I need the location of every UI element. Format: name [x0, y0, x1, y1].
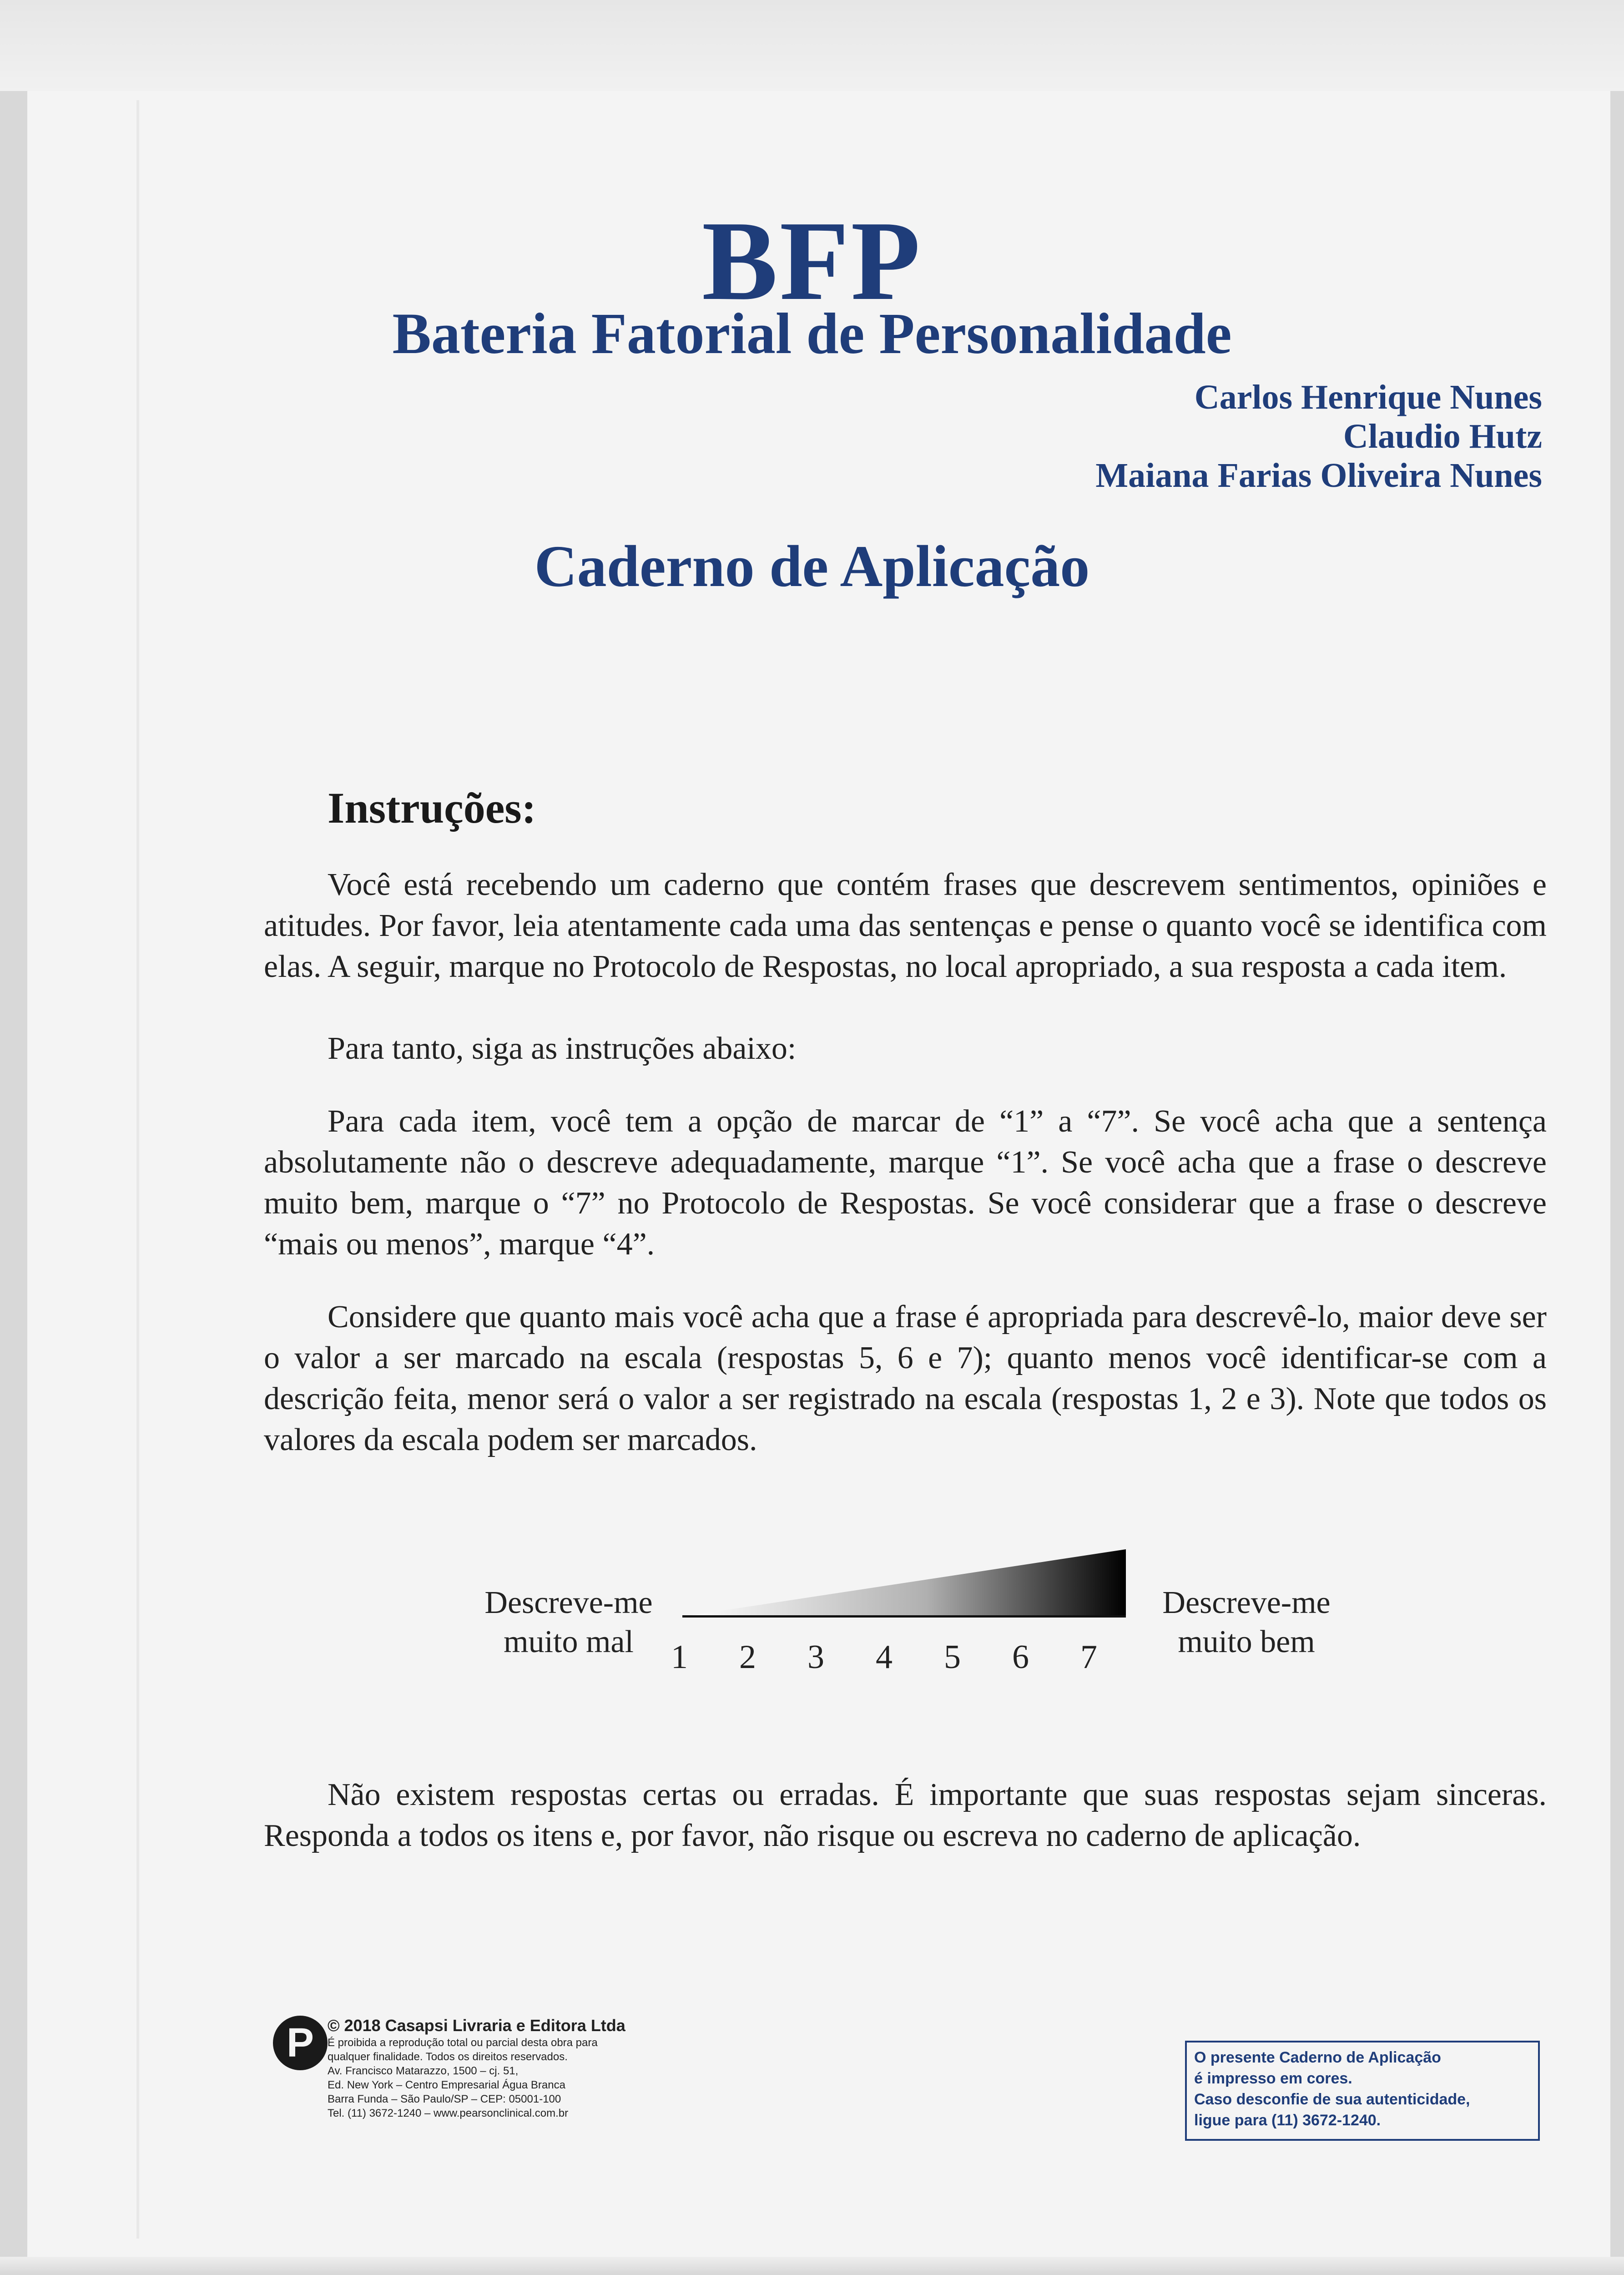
- scale-numbers: [664, 1638, 1119, 1679]
- publisher-line: Tel. (11) 3672-1240 – www.pearsonclinical.com.br: [328, 2107, 569, 2119]
- test-title: Bateria Fatorial de Personalidade: [392, 301, 1232, 366]
- publisher-line: qualquer finalidade. Todos os direitos reservados.: [328, 2051, 568, 2063]
- booklet-title: Caderno de Aplicação: [534, 534, 1090, 599]
- author: Maiana Farias Oliveira Nunes: [1095, 456, 1542, 495]
- publisher-line: Ed. New York – Centro Empresarial Água Branca: [328, 2079, 565, 2091]
- paragraph-text: Para cada item, você tem a opção de marcar de “1” a “7”. Se você acha que a sentença absolutamente não o descreve adequadamente, marque “1”. Se você acha que a frase o descreve muito bem, marque o “7” no Protocolo de Respostas. Se você considerar que a frase o descreve “mais ou menos”, marque “4”.: [264, 1104, 1547, 1262]
- copyright-line: © 2018 Casapsi Livraria e Editora Ltda: [328, 2016, 625, 2035]
- scale-gradient-triangle: [682, 1549, 1126, 1617]
- acronym-title: BFP: [701, 198, 923, 324]
- scan-bottom-edge: [0, 2257, 1624, 2275]
- scale-value: 2: [739, 1638, 756, 1676]
- publisher-info: [328, 2016, 737, 2120]
- notice-line: ligue para (11) 3672-1240.: [1194, 2112, 1381, 2129]
- scale-right-line-1: Descreve-me: [1162, 1585, 1331, 1620]
- notice-line: O presente Caderno de Aplicação: [1194, 2049, 1441, 2066]
- paragraph-text: Para tanto, siga as instruções abaixo:: [328, 1031, 797, 1066]
- instructions-paragraph-4: [264, 1297, 1547, 1461]
- authenticity-notice: [1185, 2041, 1540, 2141]
- authors: [1095, 378, 1542, 495]
- paragraph-text: Considere que quanto mais você acha que a frase é apropriada para descrevê-lo, maior deve ser o valor a ser marcado na escala (respostas 5, 6 e 7); quanto menos você identificar-se com a descrição feita, menor será o valor a ser registrado na escala (respostas 1, 2 e 3). Note que todos os valores da escala podem ser marcados.: [264, 1299, 1547, 1457]
- scale-value: 7: [1080, 1638, 1097, 1676]
- author: Carlos Henrique Nunes: [1194, 378, 1542, 416]
- scale-right-line-2: muito bem: [1178, 1624, 1315, 1659]
- instructions-paragraph-1: [264, 864, 1547, 987]
- scale-value: 6: [1012, 1638, 1029, 1676]
- scale-left-label: [473, 1583, 664, 1662]
- paragraph-text: Você está recebendo um caderno que contém frases que descrevem sentimentos, opiniões e atitudes. Por favor, leia atentamente cada uma das sentenças e pense o quanto você se identifica com elas. A seguir, marque no Protocolo de Respostas, no local apropriado, a sua resposta a cada item.: [264, 867, 1547, 984]
- scale-value: 4: [876, 1638, 893, 1676]
- author: Claudio Hutz: [1343, 417, 1542, 455]
- notice-line: Caso desconfie de sua autenticidade,: [1194, 2091, 1470, 2108]
- publisher-line: Av. Francisco Matarazzo, 1500 – cj. 51,: [328, 2065, 519, 2077]
- scale-right-label: [1146, 1583, 1347, 1662]
- scale-left-line-2: muito mal: [504, 1624, 634, 1659]
- page-fold: [136, 100, 139, 2239]
- instructions-heading: Instruções:: [328, 784, 536, 832]
- instructions-paragraph-3: [264, 1101, 1547, 1265]
- scan-top-edge: [0, 0, 1624, 91]
- publisher-line: É proibida a reprodução total ou parcial desta obra para: [328, 2037, 598, 2049]
- paragraph-text: Não existem respostas certas ou erradas. É importante que suas respostas sejam sinceras. Responda a todos os itens e, por favor, não risque ou escreva no caderno de aplicação.: [264, 1777, 1547, 1853]
- publisher-line: Barra Funda – São Paulo/SP – CEP: 05001-100: [328, 2093, 561, 2105]
- scale-value: 1: [671, 1638, 688, 1676]
- scale-wedge: [682, 1549, 1128, 1618]
- scale-value: 3: [807, 1638, 824, 1676]
- publisher-logo: P: [273, 2016, 328, 2070]
- closing-paragraph: [264, 1774, 1547, 1856]
- scale-value: 5: [944, 1638, 961, 1676]
- scale-left-line-1: Descreve-me: [484, 1585, 653, 1620]
- notice-line: é impresso em cores.: [1194, 2070, 1352, 2087]
- instructions-paragraph-2: [264, 1028, 1547, 1069]
